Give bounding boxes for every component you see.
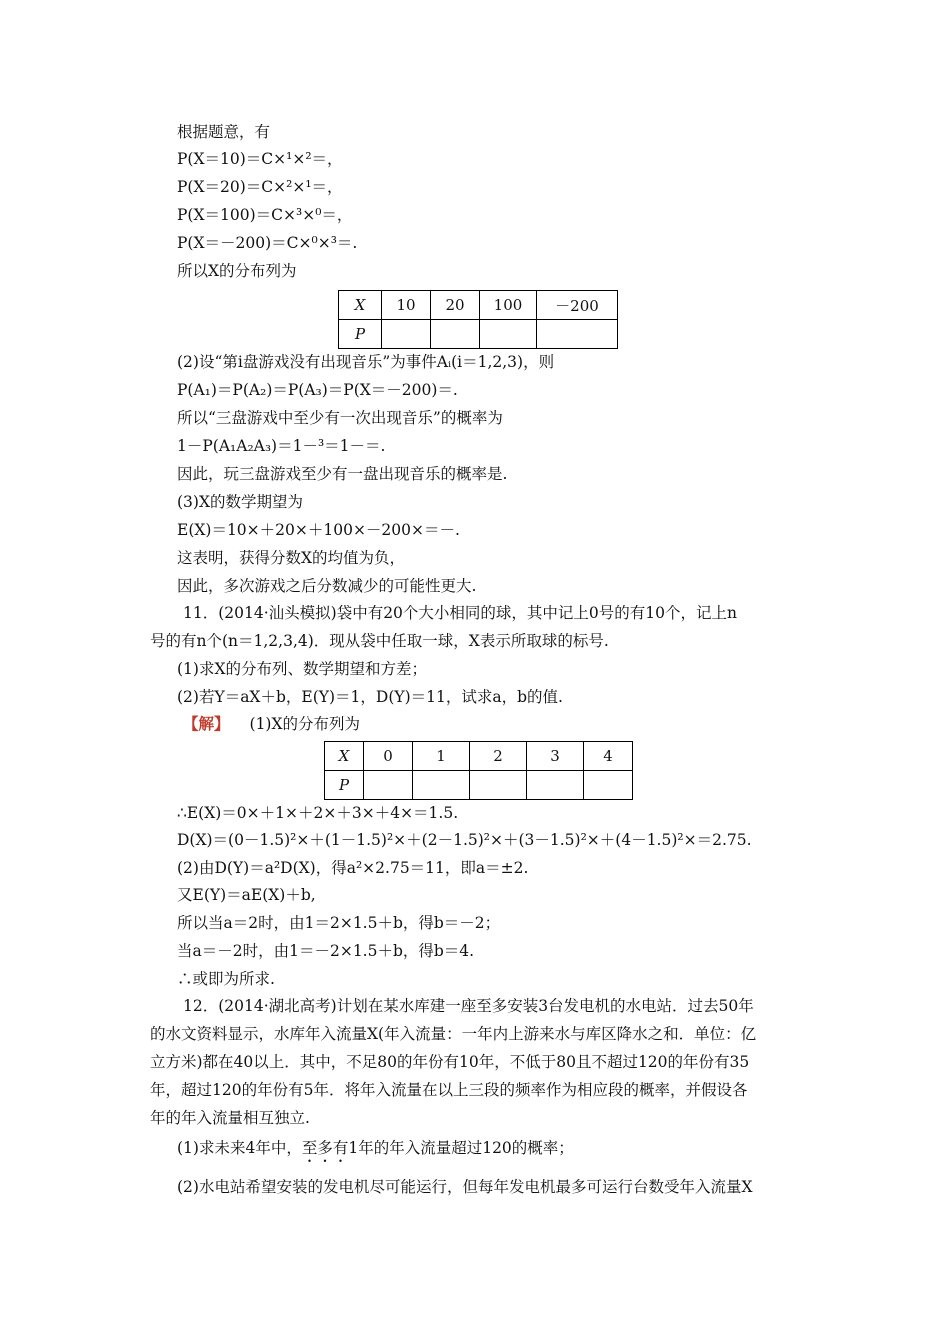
sub-text: (1)求未来4年中， (177, 1139, 302, 1157)
table-cell (527, 771, 584, 800)
table-cell: 0 (364, 742, 413, 771)
table-cell (537, 320, 618, 349)
solution-text: (1)X的分布列为 (249, 715, 361, 733)
table-cell: P (325, 771, 364, 800)
table-cell: 20 (431, 291, 480, 320)
text-line: 因此，多次游戏之后分数减少的可能性更大. (177, 577, 477, 595)
text-line: 这表明，获得分数X的均值为负， (177, 549, 406, 567)
table-row (339, 291, 618, 320)
table-cell (470, 771, 527, 800)
table-cell: 4 (584, 742, 633, 771)
formula-line: P(X＝10)＝C×¹×²＝， (177, 150, 343, 168)
question-11-sub: (1)求X的分布列、数学期望和方差； (177, 660, 427, 678)
formula-line: P(X＝－200)＝C×⁰×³＝. (177, 234, 358, 252)
formula-line: 又E(Y)＝aE(X)＋b, (177, 886, 316, 904)
table-cell (413, 771, 470, 800)
distribution-table-1 (338, 290, 618, 349)
text-line: 所以X的分布列为 (177, 262, 297, 280)
table-row (325, 742, 633, 771)
question-12-line: 年的年入流量相互独立. (150, 1109, 310, 1127)
question-12-line: 12．(2014·湖北高考)计划在某水库建一座至多安装3台发电机的水电站．过去50年 (183, 997, 754, 1015)
table-cell (584, 771, 633, 800)
question-12-line: 立方米)都在40以上．其中，不足80的年份有10年，不低于80且不超过120的年份有35 (150, 1053, 750, 1071)
formula-line: P(A₁)＝P(A₂)＝P(A₃)＝P(X＝－200)＝. (177, 381, 458, 399)
text-line: (2)设“第i盘游戏没有出现音乐”为事件Aᵢ(i＝1,2,3)，则 (177, 353, 555, 371)
formula-line: E(X)＝10×＋20×＋100×－200×＝－. (177, 521, 460, 539)
question-11-sub: (2)若Y＝aX＋b，E(Y)＝1，D(Y)＝11，试求a，b的值. (177, 688, 563, 706)
formula-line: 当a＝－2时，由1＝－2×1.5＋b，得b＝4. (177, 942, 475, 960)
table-cell: 1 (413, 742, 470, 771)
formula-line: P(X＝20)＝C×²×¹＝， (177, 178, 343, 196)
table-cell (431, 320, 480, 349)
table-cell: 10 (382, 291, 431, 320)
formula-line: D(X)＝(0－1.5)²×＋(1－1.5)²×＋(2－1.5)²×＋(3－1.5)²×＋(4－1.5)²×＝2.75. (177, 831, 752, 849)
formula-line: ∴E(X)＝0×＋1×＋2×＋3×＋4×＝1.5. (177, 804, 459, 822)
text-line: 根据题意，有 (177, 123, 271, 141)
table-cell: X (325, 742, 364, 771)
table-cell (480, 320, 537, 349)
text-line: 因此，玩三盘游戏至少有一盘出现音乐的概率是. (177, 465, 508, 483)
table-cell: 3 (527, 742, 584, 771)
question-11-line: 号的有n个(n＝1,2,3,4)．现从袋中任取一球，X表示所取球的标号. (150, 632, 609, 650)
formula-line: 1－P(A₁A₂A₃)＝1－³＝1－＝. (177, 437, 386, 455)
table-cell: X (339, 291, 382, 320)
solution-line (183, 714, 360, 734)
table-row (339, 320, 618, 349)
distribution-table-2 (324, 741, 633, 800)
table-cell: 100 (480, 291, 537, 320)
formula-line: 所以当a＝2时，由1＝2×1.5＋b，得b＝－2； (177, 914, 501, 932)
question-12-sub: (2)水电站希望安装的发电机尽可能运行，但每年发电机最多可运行台数受年入流量X (177, 1178, 753, 1196)
table-cell: －200 (537, 291, 618, 320)
question-12-line: 的水文资料显示，水库年入流量X(年入流量：一年内上游来水与库区降水之和．单位：亿 (150, 1025, 757, 1043)
formula-line: P(X＝100)＝C×³×⁰＝， (177, 206, 353, 224)
question-12-sub (177, 1138, 574, 1166)
question-11-line: 11．(2014·汕头模拟)袋中有20个大小相同的球，其中记上0号的有10个，记上n (183, 604, 737, 622)
table-cell: P (339, 320, 382, 349)
text-line: 所以“三盘游戏中至少有一次出现音乐”的概率为 (177, 409, 503, 427)
table-cell: 2 (470, 742, 527, 771)
text-line: (3)X的数学期望为 (177, 493, 303, 511)
table-cell (382, 320, 431, 349)
text-line: ∴或即为所求. (177, 970, 275, 988)
sub-text: 1年的年入流量超过120的概率； (348, 1139, 574, 1157)
formula-line: (2)由D(Y)＝a²D(X)，得a²×2.75＝11，即a＝±2. (177, 859, 529, 877)
table-cell (364, 771, 413, 800)
question-12-line: 年，超过120的年份有5年．将年入流量在以上三段的频率作为相应段的概率，并假设各 (150, 1081, 748, 1099)
emphasized-text: 至多有 (301, 1139, 349, 1157)
solution-tag: 【解】 (183, 714, 230, 733)
table-row (325, 771, 633, 800)
